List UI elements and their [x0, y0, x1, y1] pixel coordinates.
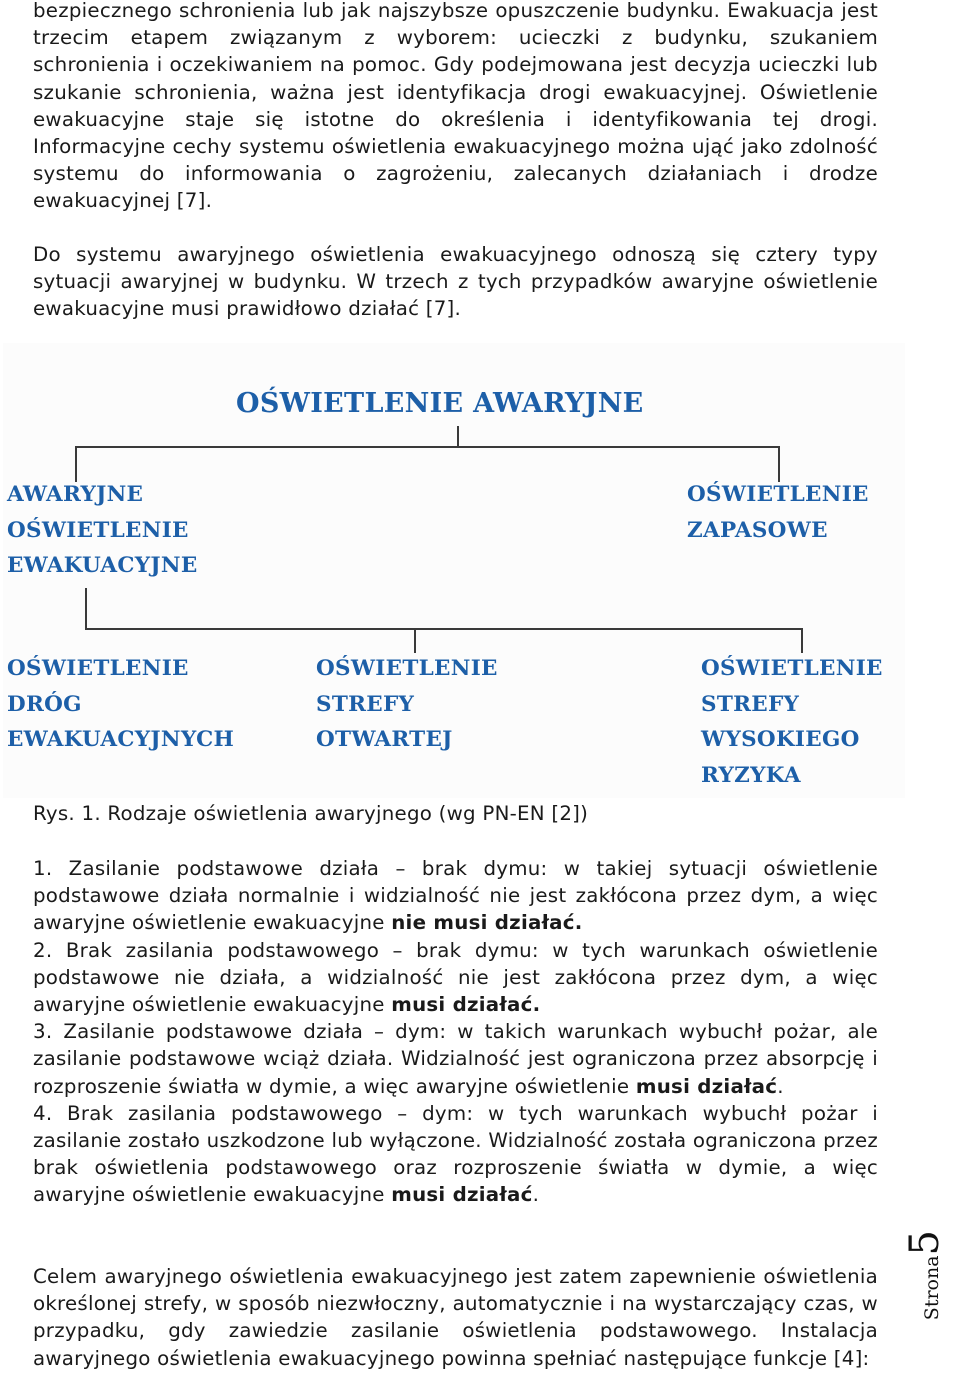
node-line: EWAKUACYJNYCH [7, 727, 235, 752]
case-item [33, 937, 878, 1019]
node-line: OŚWIETLENIE [7, 656, 189, 681]
node-line: OŚWIETLENIE [687, 482, 869, 507]
case-item [33, 855, 878, 937]
node-line: ZAPASOWE [687, 517, 828, 543]
node-line: AWARYJNE [7, 482, 144, 507]
emergency-cases-list [33, 855, 878, 1209]
case-item [33, 1018, 878, 1100]
node-line: EWAKUACYJNE [7, 553, 198, 578]
intro-paragraph: bezpiecznego schronienia lub jak najszybsze opuszczenie budynku. Ewakuacja jest trzecim etapem związanym z wyborem: ucieczki z budynku, szukaniem schronienia i oczekiwaniem na pomoc. Gdy podejmowana jest decyzja ucieczki lub szukanie schronienia, ważna jest identyfikacja drogi ewakuacyjnej. Oświetlenie ewakuacyjne staje się istotne do określenia i identyfikowania tej drogi. Informacyjne cechy systemu oświetlenia ewakuacyjnego można ująć jako zdolność systemu do informowania o zagrożeniu, zalecanych działaniach i drodze ewakuacyjnej [7]. [33, 0, 878, 213]
node-line: STREFY [701, 691, 800, 717]
middle-child-connector [414, 628, 416, 653]
node-emergency-evacuation [7, 477, 198, 584]
node-open-area [316, 651, 498, 758]
node-line: DRÓG [7, 691, 82, 717]
situations-paragraph: Do systemu awaryjnego oświetlenia ewakuacyjnego odnoszą się cztery typy sytuacji awaryjnej w budynku. W trzech z tych przypadków awaryjne oświetlenie ewakuacyjne musi prawidłowo działać [7]. [33, 243, 878, 321]
case-tail: . [532, 1183, 540, 1207]
case-text: 3. Zasilanie podstawowe działa – dym: w takich warunkach wybuchł pożar, ale zasilanie podstawowe wciąż działa. Widzialność jest ograniczona przez absorpcję i rozproszenie światła w dymie, a więc awaryjne oświetlenie [33, 1020, 878, 1098]
case-emphasis: musi działać [635, 1074, 778, 1098]
emergency-lighting-diagram [3, 343, 905, 798]
page-number: 5 [902, 1230, 948, 1256]
node-line: OŚWIETLENIE [7, 517, 189, 543]
top-branch-line [75, 446, 780, 448]
page-number-footer [902, 1230, 960, 1321]
node-high-risk-area [701, 651, 883, 793]
left-node-connector [85, 588, 87, 630]
node-line: OŚWIETLENIE [701, 656, 883, 681]
node-line: RYZYKA [701, 762, 801, 788]
conclusion-paragraph: Celem awaryjnego oświetlenia ewakuacyjnego jest zatem zapewnienie oświetlenia określonej strefy, w sposób niezwłoczny, automatycznie i na wystarczający czas, w przypadku, gdy zawiedzie zasilanie oświetlenia podstawowego. Instalacja awaryjnego oświetlenia ewakuacyjnego powinna spełniać następujące funkcje [4]: [33, 1265, 878, 1370]
node-line: OTWARTEJ [316, 727, 453, 752]
case-text: 1. Zasilanie podstawowe działa – brak dymu: w takiej sytuacji oświetlenie podstawowe działa normalnie i widzialność nie jest zakłócona przez dym, a więc awaryjne oświetlenie ewakuacyjne [33, 857, 878, 935]
root-connector [457, 426, 459, 447]
case-text: 2. Brak zasilania podstawowego – brak dymu: w tych warunkach oświetlenie podstawowe nie działa, a widzialność nie jest zakłócona przez dym, a więc awaryjne oświetlenie ewakuacyjne [33, 938, 878, 1017]
diagram-root-label: OŚWIETLENIE AWARYJNE [236, 388, 644, 419]
case-text: 4. Brak zasilania podstawowego – dym: w tych warunkach wybuchł pożar i zasilanie zostało uszkodzone lub wyłączone. Widzialność została ograniczona przez brak oświetlenia podstawowego oraz rozproszenie światła w dymie, a więc awaryjne oświetlenie ewakuacyjne [33, 1101, 878, 1207]
node-standby-lighting [687, 477, 869, 548]
node-line: OŚWIETLENIE [316, 656, 498, 681]
node-line: WYSOKIEGO [701, 727, 860, 752]
case-tail: . [777, 1074, 784, 1098]
case-emphasis: musi działać. [391, 993, 541, 1017]
case-emphasis: nie musi działać. [391, 911, 583, 935]
bottom-branch-line [85, 628, 803, 630]
page-label-word: Strona [921, 1255, 943, 1321]
node-escape-routes [7, 651, 234, 758]
right-child-connector [801, 628, 803, 653]
figure-caption: Rys. 1. Rodzaje oświetlenia awaryjnego (wg PN-EN [2]) [33, 802, 589, 825]
case-emphasis: musi działać [391, 1183, 533, 1207]
page-label [902, 1230, 948, 1321]
node-line: STREFY [316, 691, 415, 717]
case-item [33, 1100, 878, 1209]
